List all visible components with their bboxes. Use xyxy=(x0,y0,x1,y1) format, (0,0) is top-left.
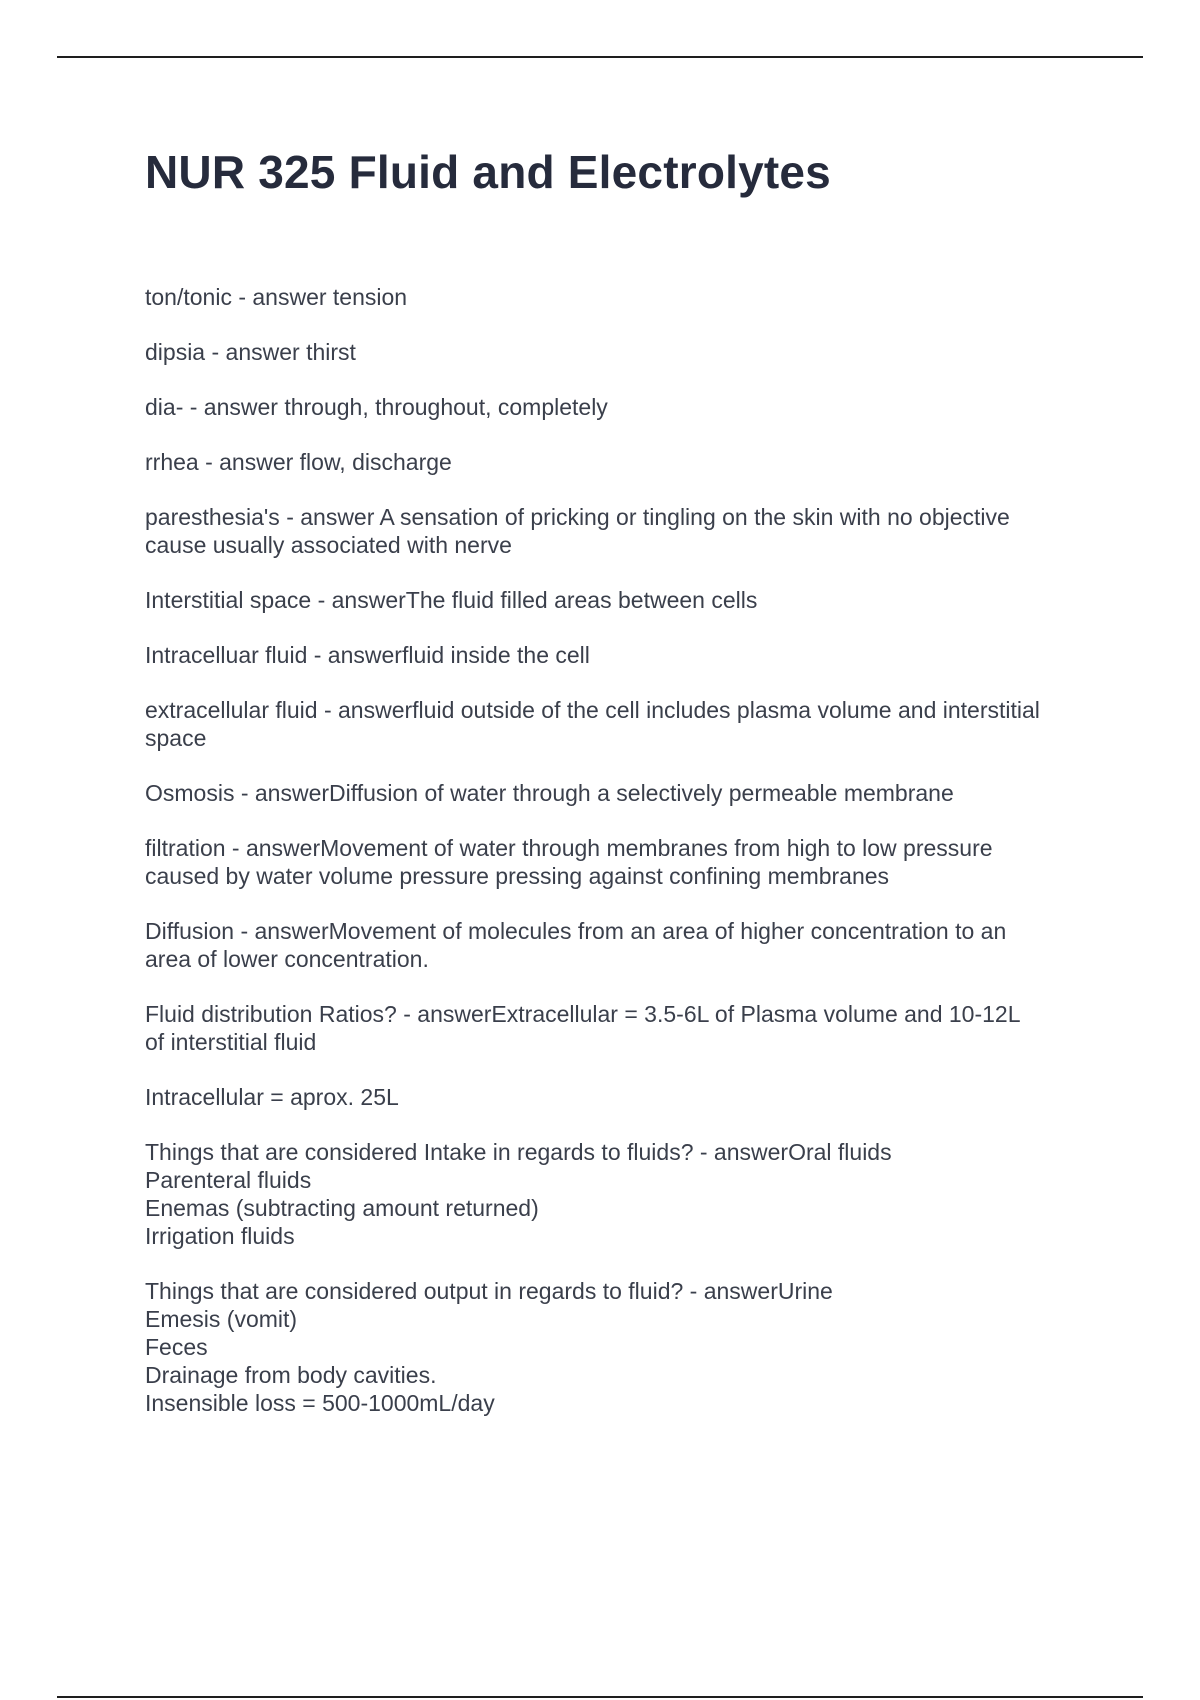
flashcard-entry: dipsia - answer thirst xyxy=(145,339,356,365)
flashcard-entry: Diffusion - answerMovement of molecules from an area of higher concentration to an area of lower concentration. xyxy=(145,918,1007,972)
flashcard-entry: Interstitial space - answerThe fluid filled areas between cells xyxy=(145,587,758,613)
flashcard-entry: dia- - answer through, throughout, completely xyxy=(145,394,608,420)
flashcard-entry: rrhea - answer flow, discharge xyxy=(145,449,452,475)
flashcard-entry: Osmosis - answerDiffusion of water through a selectively permeable membrane xyxy=(145,780,954,806)
flashcard-entry: Intracelluar fluid - answerfluid inside the cell xyxy=(145,642,590,668)
page-title: NUR 325 Fluid and Electrolytes xyxy=(145,146,831,198)
header-rule xyxy=(57,56,1143,58)
flashcard-entry: Things that are considered Intake in regards to fluids? - answerOral fluids Parenteral fluids Enemas (subtracting amount returned) Irrigation fluids xyxy=(145,1139,892,1249)
flashcard-entry: Things that are considered output in regards to fluid? - answerUrine Emesis (vomit) Feces Drainage from body cavities. Insensible loss = 500-1000mL/day xyxy=(145,1278,833,1416)
flashcard-entry: filtration - answerMovement of water through membranes from high to low pressure caused by water volume pressure pressing against confining membranes xyxy=(145,835,993,889)
flashcard-entry: paresthesia's - answer A sensation of pricking or tingling on the skin with no objective cause usually associated with nerve xyxy=(145,504,1010,558)
flashcard-entry: ton/tonic - answer tension xyxy=(145,284,408,310)
flashcard-entry: Intracellular = aprox. 25L xyxy=(145,1084,399,1110)
footer-rule xyxy=(57,1696,1143,1698)
flashcard-list xyxy=(145,283,1095,1444)
flashcard-entry: Fluid distribution Ratios? - answerExtracellular = 3.5-6L of Plasma volume and 10-12L of interstitial fluid xyxy=(145,1001,1021,1055)
flashcard-entry: extracellular fluid - answerfluid outside of the cell includes plasma volume and interstitial space xyxy=(145,697,1040,751)
